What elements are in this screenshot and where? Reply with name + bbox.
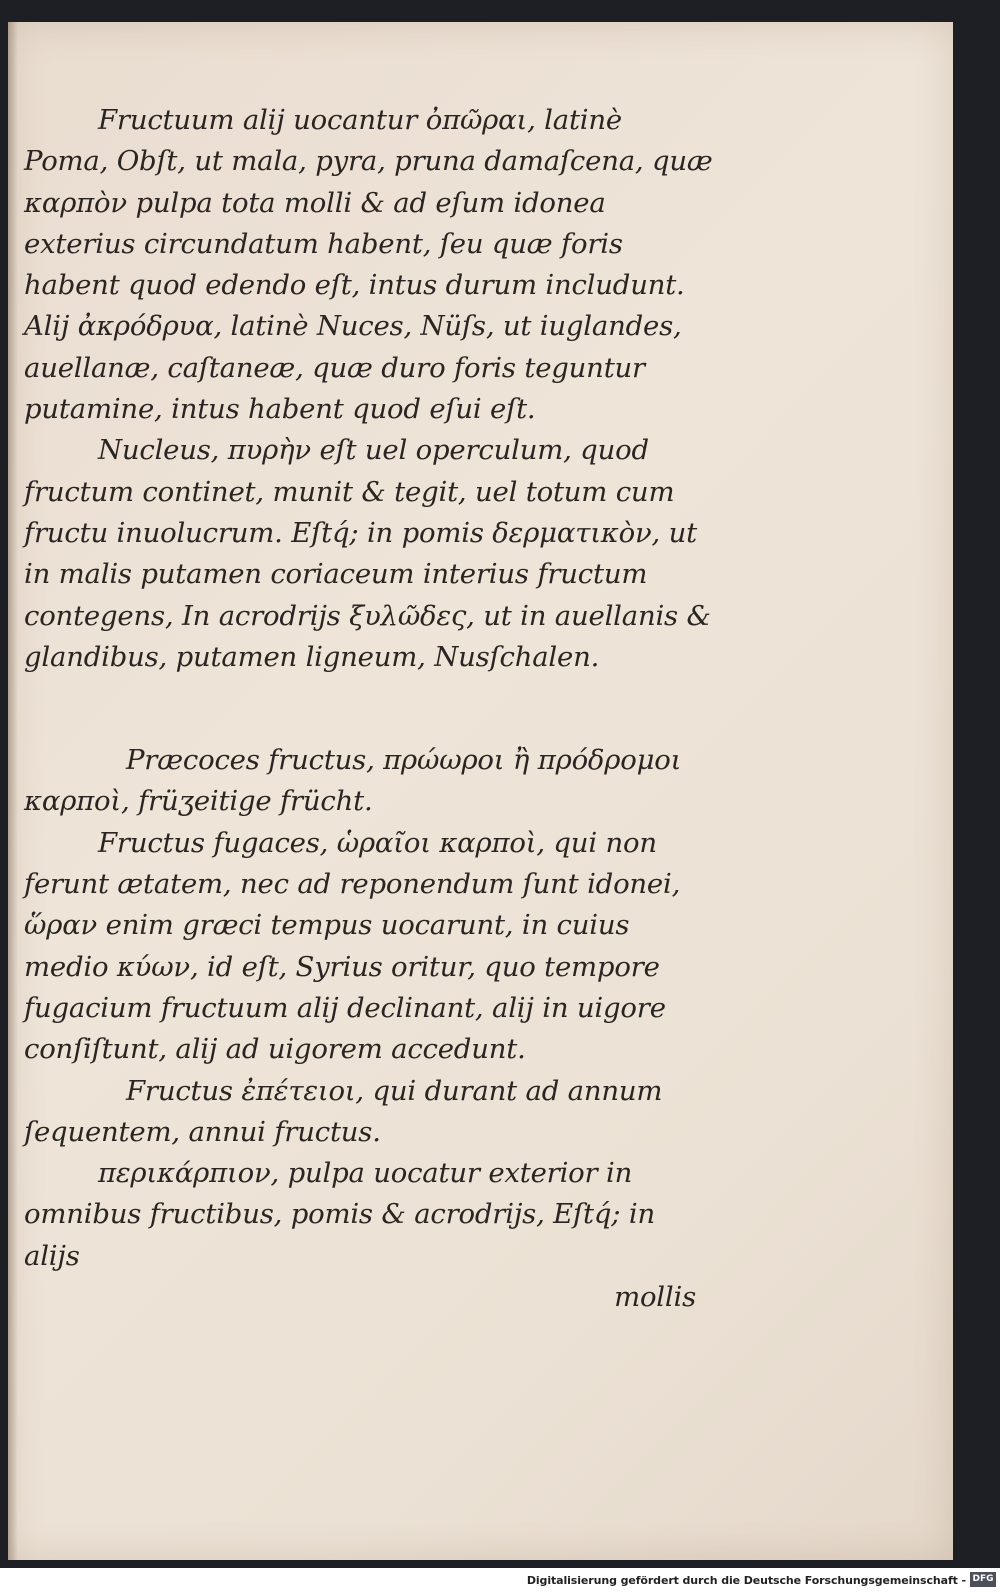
- page-text-block: [24, 100, 714, 1318]
- footer-credit: Digitalisierung gefördert durch die Deutsche Forschungsgemeinschaft -: [526, 1574, 966, 1587]
- dfg-logo-icon: DFG: [970, 1572, 996, 1587]
- paragraph-gap: [24, 678, 714, 740]
- paragraph-fugaces: Fructus fugaces, ὡραῖοι καρποὶ, qui non ferunt ætatem, nec ad reponendum ſunt idonei, ὥραν enim græci tempus uocarunt, in cuius medio κύων, id eſt, Syrius oritur, quo tempore fugacium fructuum alij declinant, alij in uigore conſiſtunt, alij ad uigorem accedunt.: [24, 826, 681, 1066]
- paragraph-nucleus: Nucleus, πυρὴν eſt uel operculum, quod fructum continet, munit & tegit, uel totum cum fructu inuolucrum. Eſtq́; in pomis δερματικὸν, ut in malis putamen coriaceum interius fructum contegens, In acrodrijs ξυλῶδες, ut in auellanis & glandibus, putamen ligneum, Nusſchalen.: [24, 434, 711, 673]
- digitization-footer: [0, 1568, 1000, 1592]
- paragraph-pericarpion: περικάρπιον, pulpa uocatur exterior in omnibus fructibus, pomis & acrodrijs, Eſtq́; in alijs: [24, 1157, 655, 1272]
- catchword: mollis: [614, 1281, 696, 1314]
- book-page: [8, 22, 953, 1560]
- paragraph-epeteioi: Fructus ἐπέτειοι, qui durant ad annum ſequentem, annui fructus.: [24, 1074, 663, 1148]
- paragraph-poma-nuces: Fructuum alij uocantur ὀπῶραι, latinè Poma, Obſt, ut mala, pyra, pruna damaſcena, quæ καρπὸν pulpa tota molli & ad eſum idonea exterius circundatum habent, ſeu quæ foris habent quod edendo eſt, intus durum includunt. Alij ἀκρόδρυα, latinè Nuces, Nüſs, ut iuglandes, auellanæ, caſtaneæ, quæ duro foris teguntur putamine, intus habent quod eſui eſt.: [24, 104, 713, 426]
- paragraph-praecoces: Præcoces fructus, πρώωροι ἢ πρόδρομοι καρποὶ, früʒeitige frücht.: [24, 744, 682, 818]
- page-gutter-shadow: [8, 22, 18, 1560]
